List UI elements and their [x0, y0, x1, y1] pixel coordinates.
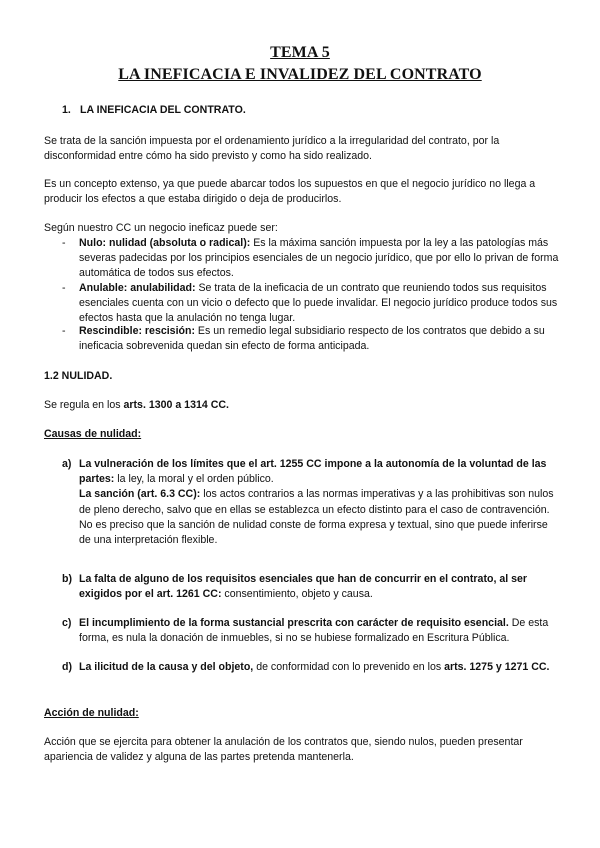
- cause-text: consentimiento, objeto y causa.: [221, 588, 373, 601]
- section1-paragraph-2: Es un concepto extenso, ya que puede abarcar todos los supuestos en que el negocio jurídico no llega a producir los efectos a que estaba dirigido o deja de producirlos.: [44, 178, 536, 206]
- cause-label: b): [62, 573, 72, 585]
- cause-label: c): [62, 617, 72, 629]
- cause-bold: La ilicitud de la causa y del objeto,: [79, 661, 254, 673]
- cause-item-d: [62, 660, 562, 675]
- cause-bold: El incumplimiento de la forma sustancial prescrita con carácter de requisito esencial.: [79, 617, 509, 629]
- list-item-label: Anulable: anulabilidad:: [79, 282, 196, 294]
- doc-title-line1: TEMA 5: [270, 44, 330, 61]
- regula-text: Se regula en los: [44, 399, 124, 411]
- list-dash: -: [62, 325, 66, 337]
- cause-label: a): [62, 458, 72, 470]
- doc-title-line2: LA INEFICACIA E INVALIDEZ DEL CONTRATO: [118, 66, 482, 83]
- causas-heading: Causas de nulidad:: [44, 428, 142, 440]
- cause-item-b: [62, 572, 562, 602]
- sancion-bold: La sanción (art. 6.3 CC):: [79, 488, 201, 501]
- list-item: [62, 281, 562, 327]
- cause-label: d): [62, 661, 72, 673]
- regula-articles: arts. 1300 a 1314 CC.: [123, 399, 229, 411]
- cause-text: de conformidad con lo prevenido en los: [253, 661, 445, 673]
- list-dash: -: [62, 237, 66, 249]
- sancion-text: los actos contrarios a las normas imperativas y a las prohibitivas son nulos de pleno derecho, salvo que en ellas se establezca un efecto distinto para el caso de contravención.: [79, 488, 554, 516]
- section2-regula: [44, 398, 560, 413]
- cause-bold-articles: arts. 1275 y 1271 CC.: [444, 661, 550, 673]
- section1-heading: [62, 104, 246, 116]
- cause-item-a: [62, 457, 562, 548]
- section1-number: 1.: [62, 104, 71, 116]
- section1-intro: Según nuestro CC un negocio ineficaz puede ser:: [44, 222, 278, 234]
- cause-bold: La falta de alguno de los requisitos esenciales que han de concurrir en el contrato, al ser exigidos por el art. 1261 CC:: [79, 573, 528, 601]
- list-item-text: Es un remedio legal subsidiario respecto de los contratos que debido a su ineficacia sobrevenida quedan sin efecto de forma anticipada.: [79, 325, 545, 353]
- accion-heading: Acción de nulidad:: [44, 707, 139, 719]
- cause-text: De esta forma, es nula la donación de inmuebles, si no se hubiese formalizado en Escritura Pública.: [79, 617, 549, 645]
- accion-text: Acción que se ejercita para obtener la anulación de los contratos que, siendo nulos, pueden presentar apariencia de validez y alguna de las partes pretenda mantenerla.: [44, 736, 523, 764]
- cause-text: la ley, la moral y el orden público.: [114, 473, 274, 486]
- list-item-text: Se trata de la ineficacia de un contrato que reuniendo todos sus requisitos esenciales cuenta con un vicio o defecto que lo puede invalidar. El negocio jurídico produce todos sus efectos hasta que la anulación no tenga lugar.: [79, 282, 558, 325]
- cause-extra: No es preciso que la sanción de nulidad conste de forma expresa y textual, sino que puede inferirse de una interpretación flexible.: [79, 518, 548, 547]
- cause-bold: La vulneración de los límites que el art. 1255 CC impone a la autonomía de la voluntad de las partes:: [79, 458, 547, 486]
- list-item: [62, 324, 562, 354]
- cause-item-c: [62, 616, 562, 646]
- section1-heading-text: LA INEFICACIA DEL CONTRATO.: [80, 104, 246, 116]
- list-item: [62, 236, 562, 282]
- section2-heading: 1.2 NULIDAD.: [44, 370, 113, 382]
- list-item-text: Es la máxima sanción impuesta por la ley a las patologías más severas padecidas por los principios esenciales de un negocio jurídico, que por ello lo privan de forma automática de todos sus efectos.: [79, 237, 559, 280]
- list-item-label: Nulo: nulidad (absoluta o radical):: [79, 237, 251, 249]
- section1-paragraph-1: Se trata de la sanción impuesta por el ordenamiento jurídico a la irregularidad del contrato, por la disconformidad entre cómo ha sido previsto y como ha sido realizado.: [44, 135, 500, 163]
- list-item-label: Rescindible: rescisión:: [79, 325, 195, 337]
- list-dash: -: [62, 282, 66, 294]
